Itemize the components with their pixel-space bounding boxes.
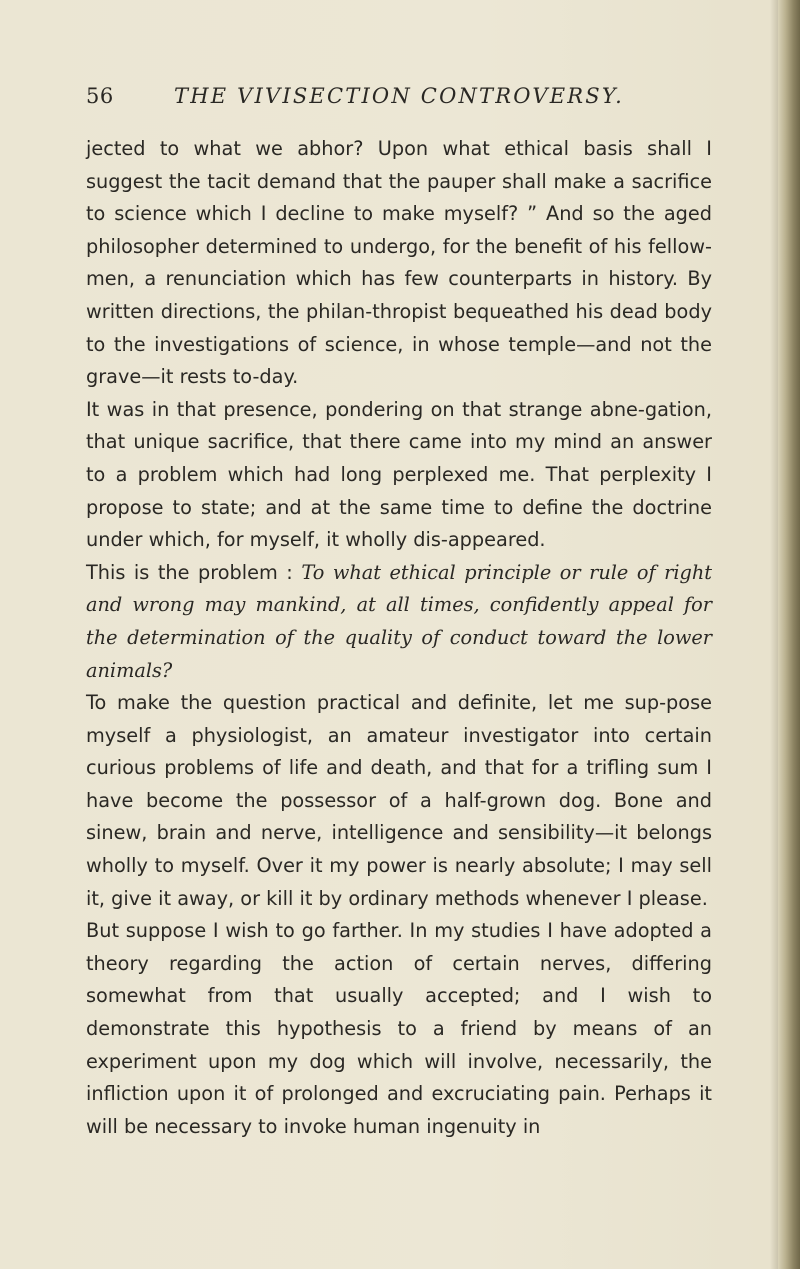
running-title: THE VIVISECTION CONTROVERSY. <box>174 84 625 108</box>
page-number: 56 <box>86 84 114 108</box>
problem-question: To what ethical principle or rule of right and wrong may mankind, at all times, confidently appeal for the determination of the quality of conduct toward the lower animals? <box>86 560 713 682</box>
paragraph-4: But suppose I wish to go farther. In my studies I have adopted a theory regarding the action of certain nerves, differing somewhat from that usually accepted; and I wish to demonstrate this hypothesis to a friend by means of an experiment upon my dog which will involve, necessarily, the infliction upon it of prolonged and excruciating pain. Perhaps it will be necessary to invoke human ingenuity in <box>86 919 712 1138</box>
problem-intro: This is the problem : <box>86 560 302 584</box>
paragraph-2: It was in that presence, pondering on that strange abne-gation, that unique sacrifice, that there came into my mind an answer to a problem which had long perplexed me. That perplexity I propose to state; and at the same time to define the doctrine under which, for myself, it wholly dis-appeared. <box>86 397 712 552</box>
body-text <box>86 133 712 1143</box>
paragraph-1: jected to what we abhor? Upon what ethical basis shall I suggest the tacit demand that the pauper shall make a sacrifice to science which I decline to make myself? ” And so the aged philosopher determined to undergo, for the benefit of his fellow-men, a renunciation which has few counterparts in history. By written directions, the philan-thropist bequeathed his dead body to the investigations of science, in whose temple—and not the grave—it rests to-day. <box>86 137 712 389</box>
page-edge <box>778 0 800 1269</box>
page-gutter-shadow <box>770 0 778 1269</box>
page-header <box>86 80 786 112</box>
paragraph-3: To make the question practical and definite, let me sup-pose myself a physiologist, an amateur investigator into certain curious problems of life and death, and that for a trifling sum I have become the possessor of a half-grown dog. Bone and sinew, brain and nerve, intelligence and sensibility—it belongs wholly to myself. Over it my power is nearly absolute; I may sell it, give it away, or kill it by ordinary methods whenever I please. <box>86 691 712 910</box>
paragraph-problem <box>86 557 712 687</box>
